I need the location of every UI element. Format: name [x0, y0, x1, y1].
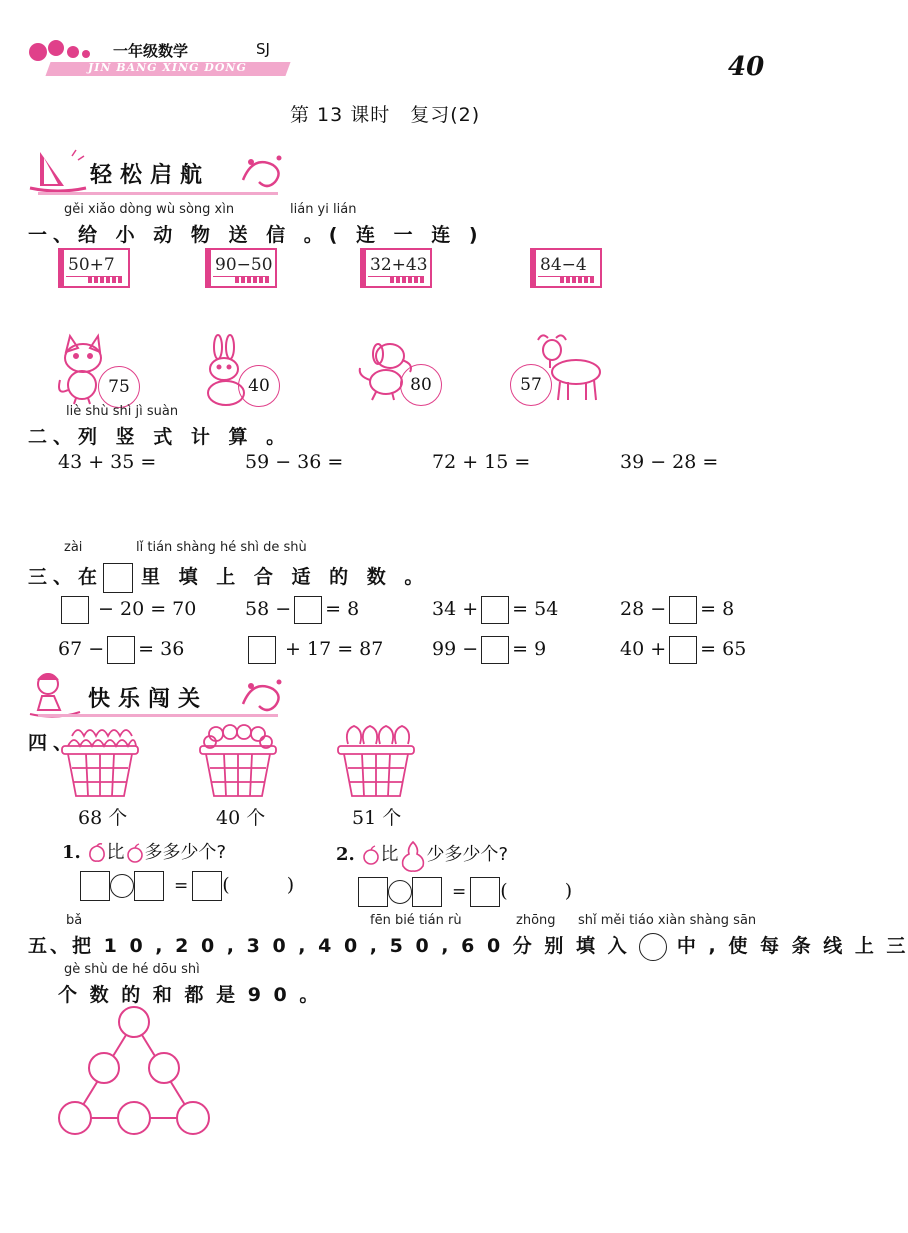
equals-sign: =	[452, 882, 467, 902]
answer-box[interactable]	[669, 636, 697, 664]
q3-row1-item1	[58, 596, 196, 624]
animal-goat[interactable]	[510, 332, 610, 412]
series-title: 一年级数学	[113, 42, 189, 60]
puzzle-circle-bottom-right[interactable]	[177, 1102, 209, 1134]
swirl-decoration-icon	[233, 674, 288, 718]
q5-text-line2: 个 数 的 和 都 是 9 0 。	[58, 984, 322, 1006]
puzzle-circle-right-mid[interactable]	[149, 1053, 179, 1083]
eq-pre: 58 −	[245, 598, 292, 620]
q5-pinyin-e: gè shù de hé dōu shì	[64, 962, 200, 977]
basket-count-3: 51 个	[352, 807, 402, 829]
basket-apple	[196, 722, 280, 800]
card-expression: 90−50	[215, 255, 273, 275]
answer-box[interactable]	[294, 596, 322, 624]
puzzle-circle-left-mid[interactable]	[89, 1053, 119, 1083]
eq-post: = 65	[700, 638, 747, 660]
animal-rabbit[interactable]	[200, 335, 290, 415]
q3-row2-item1	[58, 636, 184, 664]
basket-peach	[58, 722, 142, 800]
eq-post: = 8	[700, 598, 735, 620]
q5-pinyin-a: bǎ	[66, 913, 83, 928]
number-ball: 40	[238, 365, 280, 407]
q4-sub2-equation	[358, 876, 572, 907]
answer-box[interactable]	[134, 871, 164, 901]
basket-count-1: 68 个	[78, 807, 128, 829]
q4-sub1-equation	[80, 870, 294, 901]
answer-box[interactable]	[481, 596, 509, 624]
q3-text-b: 里 填 上 合 适 的 数 。	[141, 566, 430, 588]
apple-icon	[361, 845, 381, 865]
q5-text-line1	[28, 931, 908, 961]
eq-post: − 20 = 70	[98, 598, 197, 620]
sub2-word2: 少多少个?	[426, 844, 509, 865]
q3-pinyin-b: lǐ tián shàng hé shì de shù	[136, 540, 307, 555]
q3-text-a: 三、在	[28, 566, 104, 588]
sub1-word2: 多多少个?	[144, 842, 227, 863]
unit-paren[interactable]: ( )	[500, 880, 573, 902]
answer-box[interactable]	[107, 636, 135, 664]
card-expression: 84−4	[538, 254, 594, 277]
sub1-word1: 比	[106, 842, 125, 863]
eq-post: = 8	[325, 598, 360, 620]
answer-box[interactable]	[192, 871, 222, 901]
eq-pre: 28 −	[620, 598, 667, 620]
eq-post: + 17 = 87	[285, 638, 384, 660]
q2-problem-2: 59 − 36 =	[245, 451, 344, 473]
q2-problem-1: 43 + 35 =	[58, 451, 157, 473]
puzzle-circle-bottom-mid[interactable]	[118, 1102, 150, 1134]
sub2-number: 2.	[336, 844, 355, 865]
peach-basket-icon	[58, 722, 142, 800]
answer-box[interactable]	[470, 877, 500, 907]
kid-mascot-icon	[28, 670, 84, 718]
expression-card-2[interactable]	[205, 248, 277, 288]
eq-pre: 99 −	[432, 638, 479, 660]
sailboat-icon	[28, 148, 88, 194]
eq-pre: 34 +	[432, 598, 479, 620]
q3-row1-item2	[245, 596, 359, 624]
q3-pinyin-a: zài	[64, 540, 83, 555]
q2-text: 二、列 竖 式 计 算 。	[28, 426, 292, 448]
q2-problem-4: 39 − 28 =	[620, 451, 719, 473]
animal-cat[interactable]	[54, 330, 144, 410]
q5-pinyin-d: shǐ měi tiáo xiàn shàng sān	[578, 913, 757, 928]
card-expression: 32+43	[370, 255, 428, 275]
section-banner-1	[28, 148, 288, 198]
answer-box[interactable]	[669, 596, 697, 624]
q4-sub2	[336, 838, 508, 872]
q3-text	[28, 562, 429, 593]
answer-box[interactable]	[248, 636, 276, 664]
sample-box	[103, 563, 133, 593]
unit-paren[interactable]: ( )	[222, 874, 295, 896]
apple-icon	[125, 843, 145, 863]
banner-underline	[38, 192, 278, 195]
number-ball: 57	[510, 364, 552, 406]
eq-post: = 54	[512, 598, 559, 620]
eq-post: = 9	[512, 638, 547, 660]
peach-icon	[87, 843, 107, 863]
q5-text-a: 五、把 1 0 , 2 0 , 3 0 , 4 0 , 5 0 , 6 0 分 别 填 入	[28, 935, 630, 957]
number-ball: 80	[400, 364, 442, 406]
answer-box[interactable]	[80, 871, 110, 901]
sample-circle	[639, 933, 667, 961]
answer-box[interactable]	[412, 877, 442, 907]
triangle-puzzle	[50, 1000, 220, 1150]
answer-box[interactable]	[358, 877, 388, 907]
banner-underline	[38, 714, 278, 717]
q1-text: 一、给 小 动 物 送 信 。( 连 一 连 )	[28, 224, 484, 246]
goat-icon	[536, 332, 606, 404]
q1-pinyin-b: lián yi lián	[290, 202, 357, 217]
section-title-2: 快乐闯关	[88, 687, 209, 712]
sub1-number: 1.	[62, 842, 81, 863]
q3-row2-item4	[620, 636, 746, 664]
q5-pinyin-b: fēn bié tián rù	[370, 913, 462, 928]
q3-row1-item3	[432, 596, 558, 624]
expression-card-4[interactable]	[530, 248, 602, 288]
q4-sub1	[62, 838, 226, 864]
basket-pear	[334, 722, 418, 800]
answer-box[interactable]	[481, 636, 509, 664]
q5-text-b: 中 , 使 每 条 线 上 三	[676, 935, 908, 957]
answer-box[interactable]	[61, 596, 89, 624]
operator-circle[interactable]	[388, 880, 412, 904]
eq-post: = 36	[138, 638, 185, 660]
q5-pinyin-c: zhōng	[516, 913, 556, 928]
q2-problem-3: 72 + 15 =	[432, 451, 531, 473]
basket-count-2: 40 个	[216, 807, 266, 829]
expression-card-1[interactable]	[58, 248, 130, 288]
puzzle-circle-bottom-left[interactable]	[59, 1102, 91, 1134]
operator-circle[interactable]	[110, 874, 134, 898]
edition-label: SJ	[256, 40, 270, 58]
q2-pinyin: liè shù shì jì suàn	[66, 404, 179, 419]
swirl-decoration-icon	[233, 150, 288, 194]
slogan: JIN BANG XING DONG	[88, 61, 247, 74]
number-ball: 75	[98, 366, 140, 408]
lesson-title: 第 13 课时 复习(2)	[290, 104, 481, 126]
header	[28, 36, 298, 82]
card-expression: 50+7	[66, 254, 122, 277]
apple-basket-icon	[196, 722, 280, 800]
animal-dog[interactable]	[352, 340, 452, 410]
sub2-word1: 比	[380, 844, 399, 865]
eq-pre: 67 −	[58, 638, 105, 660]
pear-basket-icon	[334, 722, 418, 800]
q3-row2-item3	[432, 636, 546, 664]
expression-card-3[interactable]	[360, 248, 432, 288]
pear-icon	[399, 838, 427, 872]
section-banner-2	[28, 670, 288, 720]
equals-sign: =	[174, 876, 189, 896]
q3-row1-item4	[620, 596, 734, 624]
q4-label: 四、	[28, 732, 79, 754]
eq-pre: 40 +	[620, 638, 667, 660]
q3-row2-item2	[245, 636, 383, 664]
puzzle-circle-top[interactable]	[119, 1007, 149, 1037]
q1-pinyin-a: gěi xiǎo dòng wù sòng xìn	[64, 202, 235, 217]
section-title-1: 轻松启航	[90, 163, 211, 188]
page-number: 40	[728, 52, 765, 82]
